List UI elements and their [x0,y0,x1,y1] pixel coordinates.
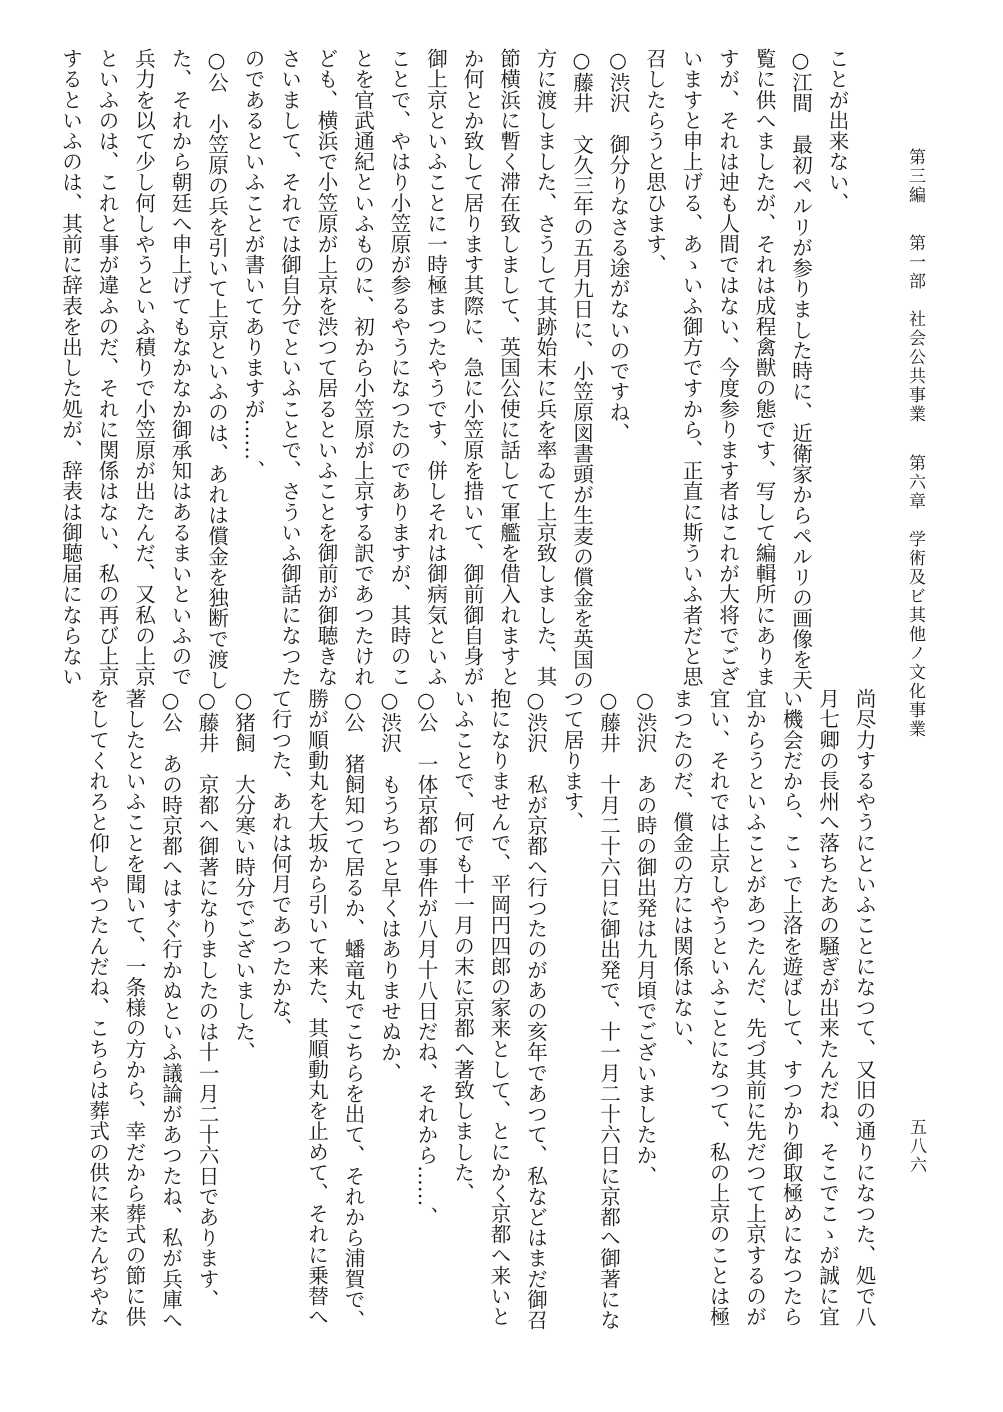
text-line: 著したといふことを聞いて、一条様の方から、幸だから葬式の節に供 [122,688,146,1327]
text-line: 尚尽力するやうにといふことになつて、又旧の通りになつた、処で八 [852,688,876,1327]
text-line: 宜い、それでは上京しやうといふことになつて、私の上京のことは極 [706,688,730,1327]
text-line: ○渋沢 あの時の御出発は九月頃でございましたか、 [633,688,657,1186]
text-line: 節横浜に暫く滞在致しまして、英国公使に話して軍艦を借入れますと [496,48,521,687]
lower-text-column [70,688,882,1330]
text-line: ○藤井 文久三年の五月九日に、小笠原図書頭が生麦の償金を英国の [569,48,594,690]
text-line: ○公 あの時京都へはすぐ行かぬといふ議論があつたね、私が兵庫へ [158,688,183,1330]
text-line: をしてくれろと仰しやつたんだね、こちらは葬式の供に来たんぢやな [85,688,110,1327]
text-line: 御上京といふことに一時極まつたやうです、併しそれは御病気といふ [423,48,448,687]
text-line: か何とか致して居ります其際に、急に小笠原を措いて、御前御自身が [460,48,484,687]
text-line: まつたのだ、償金の方には関係はない、 [669,688,694,1059]
text-line: さいまして、それでは御自分でといふことで、さういふ御話になつた [277,48,302,687]
text-line: いますと申上げる、あゝいふ御方ですから、正直に斯ういふ者だと思 [679,48,703,687]
text-line: 覧に供へましたが、それは成程禽獣の態です、写して編輯所にありま [752,48,776,687]
text-line: のであるといふことが書いてありますが……、 [241,48,265,481]
header-section: 第一部 社会公共事業 [905,234,925,425]
text-line: とを官武通紀といふものに、初から小笠原が上京する訳であつたけれ [350,48,375,687]
text-line: 月七卿の長州へ落ちたあの騒ぎが出来たんだね、そこでこゝが誠に宜 [815,688,840,1327]
text-line: といふのは、これと事が違ふのだ、それに関係はない、私の再び上京 [95,48,119,687]
text-line: ○江間 最初ペルリが参りました時に、近衛家からペルリの画像を天 [788,48,813,690]
text-line: ○渋沢 私が京都へ行つたのがあの亥年であつて、私などはまだ御召 [523,688,548,1330]
text-line: いふことで、何でも十一月の末に京都へ著致しました、 [450,688,475,1203]
running-header [902,148,928,761]
upper-text-column [58,48,855,690]
text-line: ことで、やはり小笠原が参るやうになつたのでありますが、其時のこ [387,48,411,687]
text-line: ○渋沢 もうちつと早くはありませぬか、 [377,688,402,1083]
text-line: た、それから朝廷へ申上げてもなかなか御承知はあるまいといふので [168,48,192,687]
text-line: ども、横浜で小笠原が上京を渋つて居るといふことを御前が御聴きな [314,48,338,687]
header-chapter: 第六章 学術及ビ其他ノ文化事業 [905,453,925,739]
text-line: ○公 小笠原の兵を引いて上京といふのは、あれは償金を独断で渡し [204,48,229,690]
page-number: 五八六 [906,1118,926,1175]
text-line: ことが出来ない、 [825,48,849,213]
text-line: 抱になりませんで、平岡円四郎の家来として、とにかく京都へ来いと [487,688,511,1327]
header-part: 第三編 [905,148,925,205]
text-line: ○藤井 京都へ御著になりましたのは十一月二十六日であります、 [195,688,219,1310]
text-line: ○藤井 十月二十六日に御出発で、十一月二十六日に京都へ御著にな [596,688,621,1330]
text-line: ○公 一体京都の事件が八月十八日だね、それから……、 [414,688,438,1227]
text-line: ○公 猪飼知つて居るか、蟠竜丸でこちらを出て、それから浦賀で、 [341,688,365,1330]
text-line: 兵力を以て少し何しやうといふ積りで小笠原が出たんだ、又私の上京 [131,48,156,687]
text-line: すが、それは迚も人間ではない、今度参ります者はこれが大将でござ [715,48,740,687]
text-line: 召したらうと思ひます、 [642,48,667,275]
text-line: 方に渡しました、さうして其跡始末に兵を率ゐて上京致しました、其 [533,48,557,687]
text-line: て行つた、あれは何月であつたかな、 [268,688,292,1039]
text-line: 宜からうといふことがあつたんだ、先づ其前に先だつて上京するのが [742,688,767,1327]
text-line: ○猪飼 大分寒い時分でございました、 [231,688,256,1063]
text-line: い機会だから、こゝで上洛を遊ばして、すつかり御取極めになつたら [779,688,803,1327]
text-line: つて居ります、 [560,688,584,833]
text-line: するといふのは、其前に辞表を出した処が、辞表は御聴届にならない [58,48,83,687]
text-line: ○渋沢 御分りなさる途がないのですね、 [606,48,630,443]
text-line: 勝が順動丸を大坂から引いて来た、其順動丸を止めて、それに乗替へ [304,688,329,1327]
